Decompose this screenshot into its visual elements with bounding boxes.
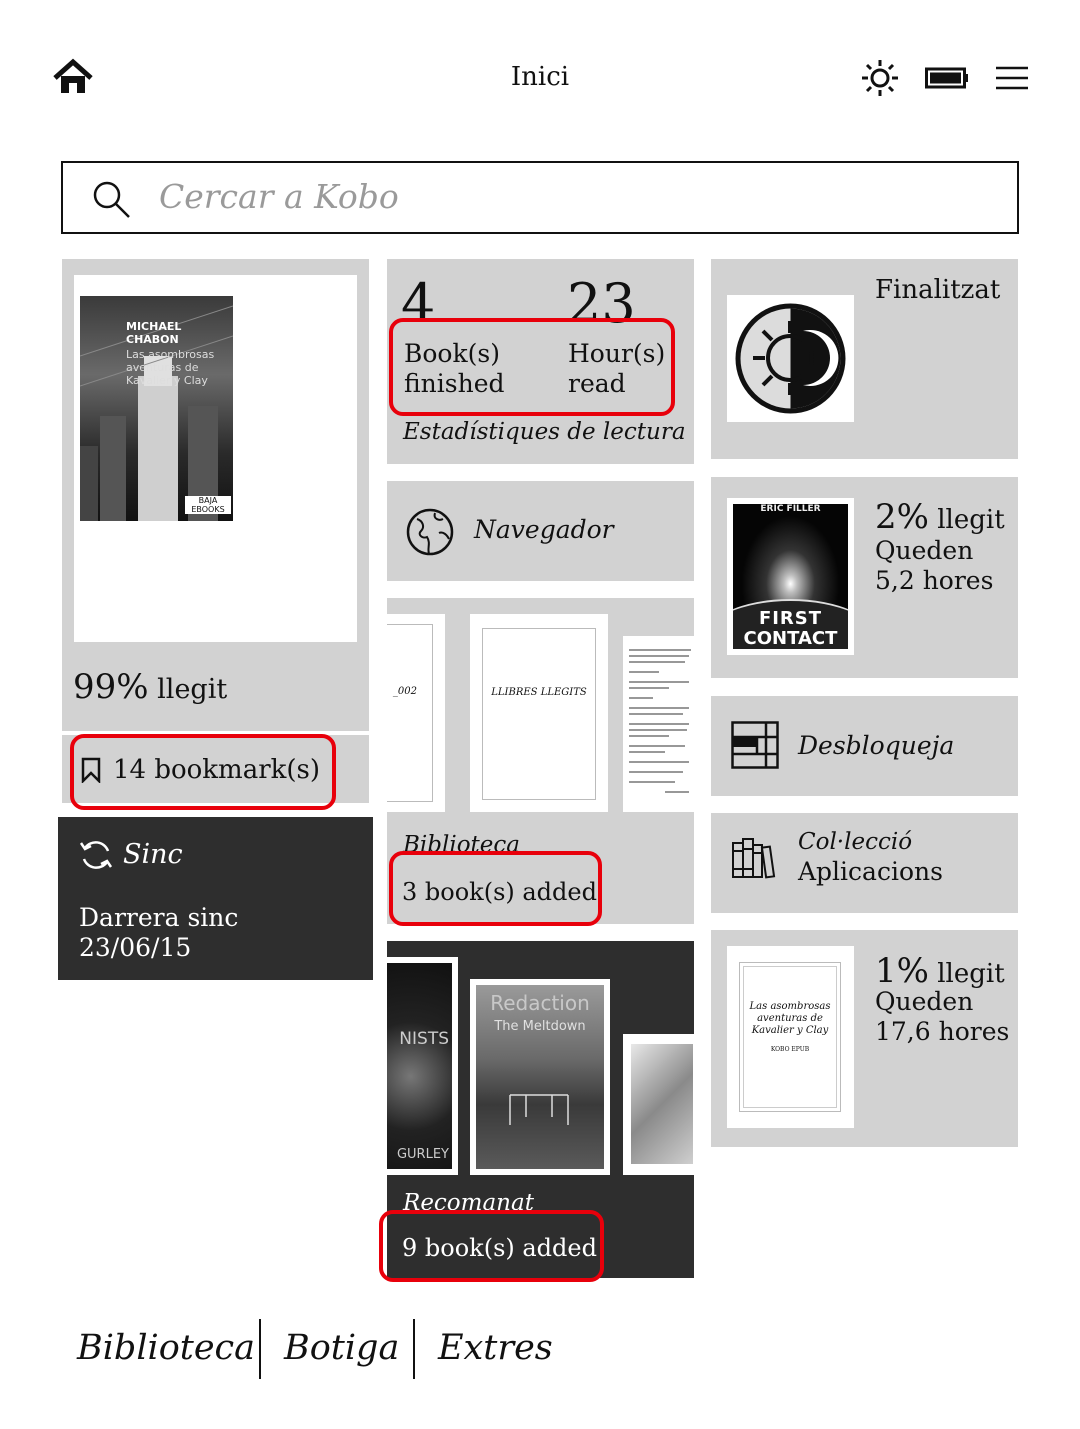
kavalier-progress — [875, 951, 1005, 991]
recommended-tile[interactable] — [387, 941, 694, 1278]
kavalier-tile[interactable] — [711, 930, 1018, 1147]
kavalier-cover[interactable] — [727, 946, 854, 1128]
current-book-cover-frame — [74, 275, 357, 642]
nav-botiga[interactable]: Botiga — [284, 1328, 400, 1368]
nav-divider-2 — [413, 1319, 415, 1379]
library-book-thumb-2[interactable] — [470, 614, 608, 812]
kavalier-remaining-label: Queden — [875, 987, 974, 1016]
first-contact-cover[interactable] — [727, 498, 854, 655]
current-book-tile[interactable] — [62, 259, 369, 731]
browser-label: Navegador — [474, 515, 614, 544]
recommended-book-thumb-3[interactable] — [623, 1034, 694, 1175]
bookmark-icon — [80, 757, 102, 783]
battery-icon[interactable] — [925, 66, 969, 90]
current-book-percent-label: llegit — [157, 674, 228, 705]
library-caption: Biblioteca — [403, 832, 520, 858]
hours-read-value: 23 — [567, 272, 636, 335]
collection-tile[interactable] — [711, 813, 1018, 913]
search-bar[interactable] — [61, 161, 1019, 234]
sync-last-label: Darrera sinc — [79, 903, 239, 932]
unlock-tile[interactable] — [711, 696, 1018, 796]
collection-label: Col·lecció — [798, 829, 913, 855]
search-input[interactable]: Cercar a Kobo — [159, 177, 399, 216]
current-book-cover-author: MICHAEL CHABON — [126, 320, 182, 346]
books-finished-label-1: Book(s) — [404, 339, 500, 368]
brightness-icon[interactable] — [860, 58, 900, 98]
finished-label: Finalitzat — [875, 275, 1001, 305]
recommended-book-thumb-2-subtitle: The Meltdown — [494, 1019, 586, 1034]
library-book-thumb-1[interactable] — [387, 614, 445, 812]
first-contact-cover-author: ERIC FILLER — [760, 504, 821, 514]
sync-last-date: 23/06/15 — [79, 933, 192, 962]
sync-tile[interactable] — [58, 817, 373, 980]
recommended-book-thumb-1[interactable] — [387, 957, 458, 1175]
kavalier-cover-title: Las asombrosas aventuras de Kavalier y Clay — [749, 1001, 831, 1036]
recommended-book-thumb-1-author: GURLEY — [396, 1147, 449, 1162]
current-book-cover-publisher: BAJA EBOOKS — [185, 496, 231, 514]
recommended-book-thumb-2-title: Redaction — [490, 991, 590, 1015]
finished-cover[interactable] — [727, 295, 854, 422]
kavalier-percent: 1% — [875, 951, 929, 991]
current-book-cover[interactable] — [80, 296, 233, 521]
menu-icon[interactable] — [996, 66, 1028, 92]
sync-icon — [78, 837, 114, 873]
bookmarks-tile[interactable] — [62, 735, 369, 803]
first-contact-percent-label: llegit — [937, 505, 1005, 535]
current-book-progress — [73, 667, 227, 707]
recommended-caption: Recomanat — [403, 1190, 534, 1216]
unlock-puzzle-icon — [731, 721, 779, 769]
first-contact-tile[interactable] — [711, 477, 1018, 678]
browser-tile[interactable] — [387, 481, 694, 581]
books-shelf-icon — [731, 837, 781, 879]
nav-divider-1 — [259, 1319, 261, 1379]
library-added: 3 book(s) added — [402, 878, 597, 906]
bookmarks-count: 14 bookmark(s) — [113, 755, 321, 785]
unlock-label: Desbloqueja — [798, 731, 955, 760]
kavalier-cover-subtitle: KOBO EPUB — [770, 1046, 810, 1053]
globe-icon — [405, 507, 455, 557]
first-contact-cover-title-2: CONTACT — [743, 628, 838, 649]
sync-label: Sinc — [123, 839, 183, 870]
kavalier-remaining: 17,6 hores — [875, 1017, 1010, 1046]
nav-biblioteca[interactable]: Biblioteca — [77, 1328, 256, 1368]
current-book-percent: 99% — [73, 667, 149, 707]
kavalier-percent-label: llegit — [937, 959, 1005, 989]
library-tile[interactable] — [387, 598, 694, 924]
first-contact-cover-title-1: FIRST — [758, 608, 823, 629]
reading-stats-tile[interactable] — [387, 259, 694, 464]
collection-name: Aplicacions — [798, 857, 943, 886]
current-book-cover-title: Las asombrosas aventuras de Kavalier y Clay — [126, 348, 215, 387]
nav-extres[interactable]: Extres — [438, 1328, 553, 1368]
finished-tile[interactable] — [711, 259, 1018, 459]
finished-sun-moon-icon — [733, 301, 848, 416]
library-book-thumb-3[interactable] — [623, 636, 694, 812]
home-icon[interactable] — [52, 58, 94, 98]
hours-read-label-2: read — [568, 369, 626, 398]
books-finished-value: 4 — [401, 272, 436, 335]
page-title: Inici — [510, 62, 570, 92]
hours-read-label-1: Hour(s) — [568, 339, 666, 368]
library-book-thumb-1-text: _002 — [392, 686, 417, 697]
first-contact-percent: 2% — [875, 497, 929, 537]
first-contact-remaining: 5,2 hores — [875, 566, 994, 595]
recommended-book-thumb-2[interactable] — [470, 979, 610, 1175]
first-contact-progress — [875, 497, 1005, 537]
books-finished-label-2: finished — [404, 369, 505, 398]
search-icon — [91, 179, 133, 221]
reading-stats-caption: Estadístiques de lectura — [403, 419, 686, 445]
recommended-book-thumb-1-text: NISTS — [399, 1029, 449, 1049]
library-book-thumb-2-text: LLIBRES LLEGITS — [491, 687, 587, 698]
first-contact-remaining-label: Queden — [875, 536, 974, 565]
recommended-added: 9 book(s) added — [402, 1234, 597, 1262]
